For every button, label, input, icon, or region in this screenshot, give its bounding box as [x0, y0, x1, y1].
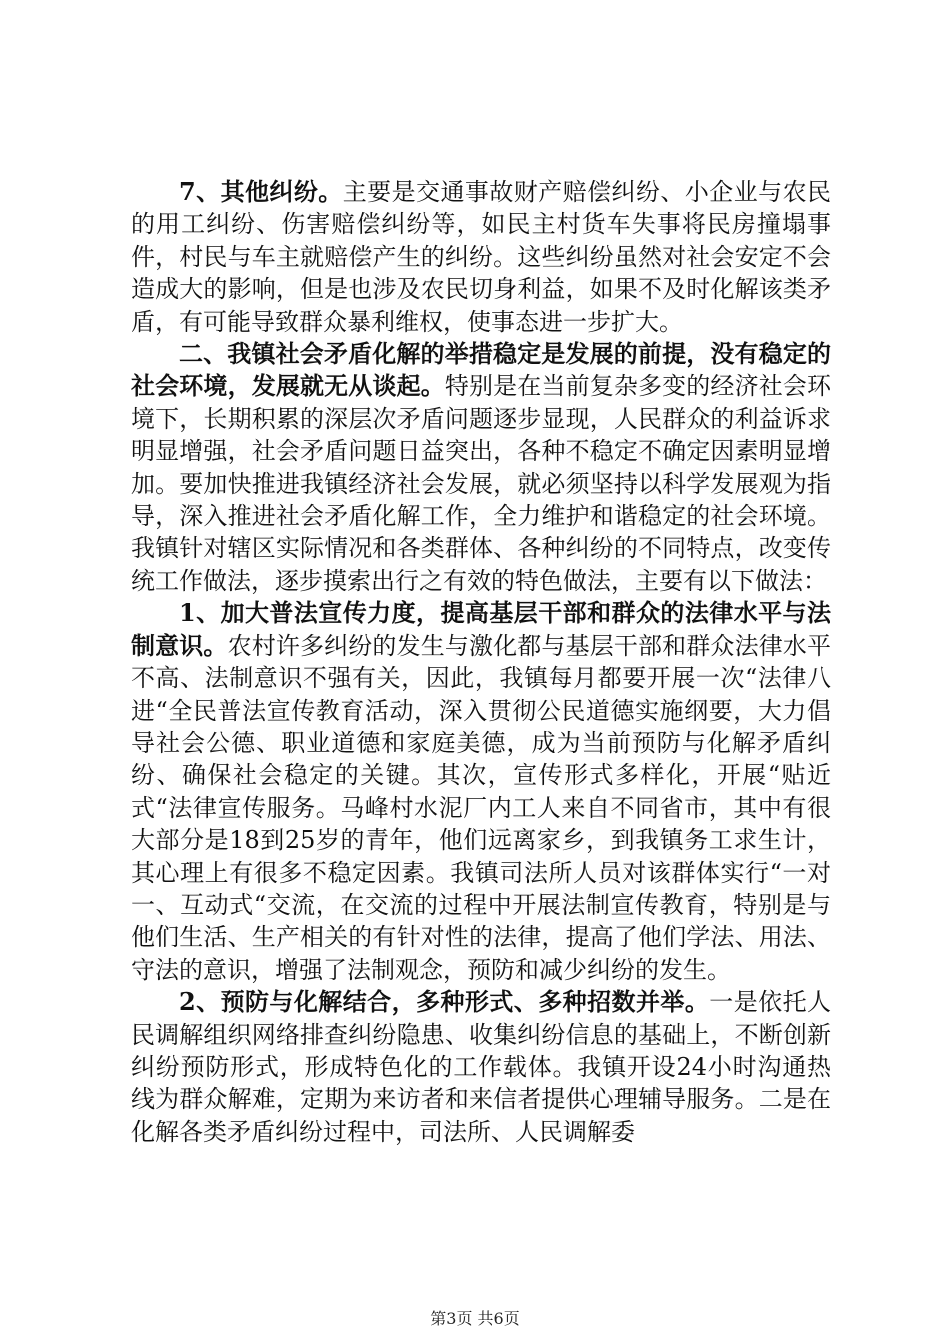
paragraph-legal-publicity [131, 597, 831, 986]
paragraph-text: 主要是交通事故财产赔偿纠纷、小企业与农民的用工纠纷、伤害赔偿纠纷等，如民主村货车失事将民房撞塌事件，村民与车主就赔偿产生的纠纷。这些纠纷虽然对社会安定不会造成大的影响，但是也涉及农民切身利益，如果不及时化解该类矛盾，有可能导致群众暴利维权，使事态进一步扩大。 [131, 178, 832, 336]
paragraph-prevention [131, 986, 831, 1148]
paragraph-heading: 2、预防与化解结合，多种形式、多种招数并举。 [179, 987, 710, 1017]
paragraph-heading: 二、我镇社会矛盾化解的举措稳定是发展的前提，没有稳定的社会环境，发展就无从谈起。 [131, 339, 831, 401]
paragraph-text: 特别是在当前复杂多变的经济社会环境下，长期积累的深层次矛盾问题逐步显现，人民群众的利益诉求明显增强，社会矛盾问题日益突出，各种不稳定不确定因素明显增加。要加快推进我镇经济社会发展，就必须坚持以科学发展观为指导，深入推进社会矛盾化解工作，全力维护和谐稳定的社会环境。我镇针对辖区实际情况和各类群体、各种纠纷的不同特点，改变传统工作做法，逐步摸索出行之有效的特色做法，主要有以下做法： [131, 372, 832, 595]
paragraph-measures [131, 338, 831, 597]
paragraph-text: 一是依托人民调解组织网络排查纠纷隐患、收集纠纷信息的基础上，不断创新纠纷预防形式，形成特色化的工作载体。我镇开设24小时沟通热线为群众解难，定期为来访者和来信者提供心理辅导服务。二是在化解各类矛盾纠纷过程中，司法所、人民调解委 [131, 988, 832, 1146]
paragraph-other-disputes [131, 176, 831, 338]
paragraph-heading: 1、加大普法宣传力度，提高基层干部和群众的法律水平与法制意识。 [131, 598, 831, 660]
page-number-footer: 第3页 共6页 [430, 1309, 520, 1328]
document-body [131, 176, 831, 1148]
paragraph-text: 农村许多纠纷的发生与激化都与基层干部和群众法律水平不高、法制意识不强有关，因此，我镇每月都要开展一次“法律八进“全民普法宣传教育活动，深入贯彻公民道德实施纲要，大力倡导社会公德、职业道德和家庭美德，成为当前预防与化解矛盾纠纷、确保社会稳定的关键。其次，宣传形式多样化，开展“贴近式“法律宣传服务。马峰村水泥厂内工人来自不同省市，其中有很大部分是18到25岁的青年，他们远离家乡，到我镇务工求生计，其心理上有很多不稳定因素。我镇司法所人员对该群体实行“一对一、互动式“交流，在交流的过程中开展法制宣传教育，特别是与他们生活、生产相关的有针对性的法律，提高了他们学法、用法、守法的意识，增强了法制观念，预防和减少纠纷的发生。 [131, 631, 832, 984]
paragraph-heading: 7、其他纠纷。 [179, 177, 343, 206]
